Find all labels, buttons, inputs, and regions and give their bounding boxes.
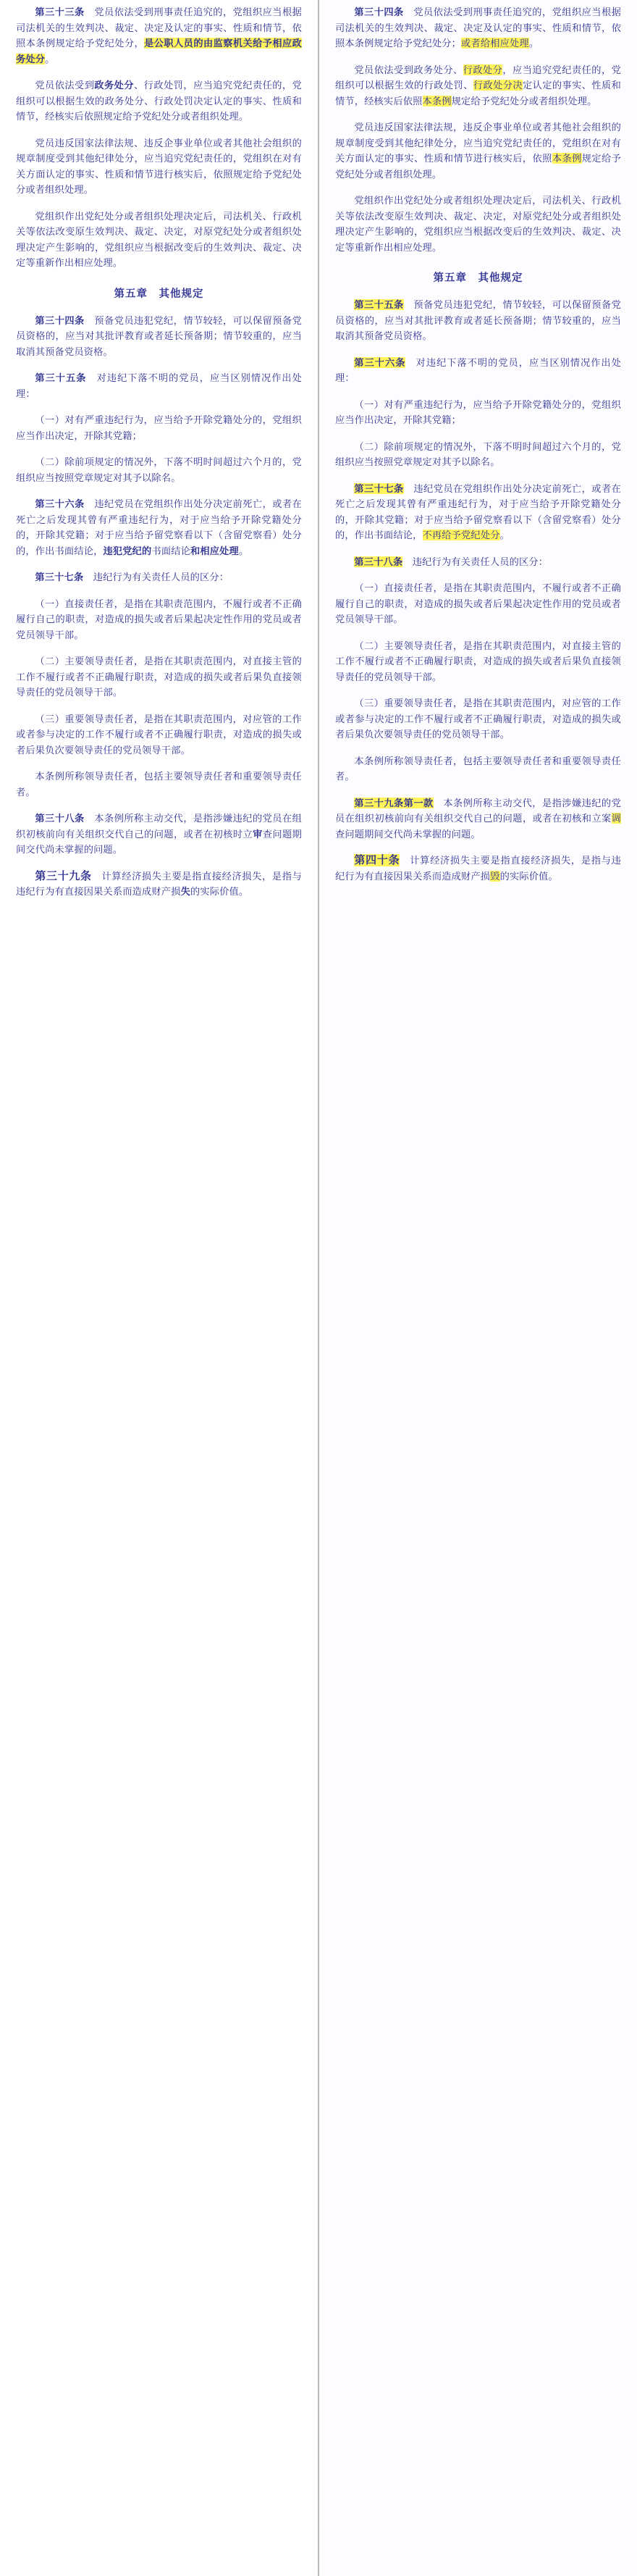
paragraph xyxy=(16,653,302,701)
text-run: （二）除前项规定的情况外，下落不明时间超过六个月的，党组织应当按照党章规定对其予以除名。 xyxy=(16,456,302,483)
text-run: 计算经济损失主要是指直接经济损失，是指与违纪行为有直接因果关系而造成财产损 xyxy=(16,870,302,897)
emphasized-text: 和相应处理 xyxy=(190,545,239,556)
paragraph xyxy=(16,412,302,443)
text-run: 、行政处罚，应当追究党纪责任的，党组织可以根据生效的政务处分、行政处罚决定认定的事实、性质和情节，经核实后依照规定给予党纪处分或者组织处理。 xyxy=(16,80,302,122)
text-run: 本条例所称主动交代，是指涉嫌违纪的党员在组织初核前向有关组织交代自己的问题，或者在初核和立案 xyxy=(335,797,621,824)
paragraph xyxy=(16,313,302,360)
highlighted-text: 是公职人员的由监察机关给予相应政务处分 xyxy=(16,38,302,64)
paragraph xyxy=(335,120,621,182)
emphasized-text: 违犯党纪的 xyxy=(103,545,152,556)
text-run: 党员违反国家法律法规、违反企事业单位或者其他社会组织的规章制度受到其他纪律处分，应当追究党纪责任的，党组织在对有关方面认定的事实、性质和情节进行核实后，依照规定给予党纪处分或者组织处理。 xyxy=(16,137,302,195)
text-run: 规定给予党纪处分或者组织处理。 xyxy=(451,95,597,106)
paragraph xyxy=(16,569,302,585)
text-run: 预备党员违犯党纪，情节较轻，可以保留预备党员资格的，应当对其批评教育或者延长预备期；情节较重的，应当取消其预备党员资格。 xyxy=(16,314,302,357)
text-run: （二）主要领导责任者，是指在其职责范围内，对直接主管的工作不履行或者不正确履行职责，对造成的损失或者后果负直接领导责任的党员领导干部。 xyxy=(335,640,621,682)
chapter-heading: 第五章 其他规定 xyxy=(433,272,523,284)
text-run: 。 xyxy=(238,545,249,556)
text-run: 定认定的事实、性质和情节，经核实后依照 xyxy=(335,80,622,106)
article-number: 第三十四条 xyxy=(354,7,404,17)
article-number: 第三十五条 xyxy=(354,299,404,310)
paragraph xyxy=(335,193,621,255)
highlighted-text: 调 xyxy=(611,813,621,824)
paragraph xyxy=(16,454,302,485)
article-number: 第三十七条 xyxy=(354,482,404,494)
paragraph xyxy=(335,297,621,344)
highlighted-text: 本条例 xyxy=(422,95,452,106)
text-run: 对违纪下落不明的党员，应当区别情况作出处理： xyxy=(16,372,302,399)
text-run: （三）重要领导责任者，是指在其职责范围内，对应管的工作或者参与决定的工作不履行或者不正确履行职责，对造成的损失或者后果负次要领导责任的党员领导干部。 xyxy=(335,698,621,740)
emphasized-text: 失 xyxy=(180,886,190,897)
article-number: 第三十四条 xyxy=(35,314,85,326)
text-run: 查问题期间交代尚未掌握的问题。 xyxy=(335,828,481,840)
chapter-heading: 第五章 其他规定 xyxy=(114,288,204,300)
text-run: 。 xyxy=(499,530,510,540)
text-run: 计算经济损失主要是指直接经济损失，是指与违纪行为有直接因果关系而造成财产损 xyxy=(335,855,621,882)
highlighted-text: 或者给相应处理 xyxy=(461,38,529,49)
text-run: 党员依法受到刑事责任追究的，党组织应当根据司法机关的生效判决、裁定、决定及认定的事实、性质和情节，依照本条例规定给予党纪处分， xyxy=(16,7,302,49)
column-left xyxy=(0,0,318,2576)
text-run: （二）除前项规定的情况外，下落不明时间超过六个月的，党组织应当按照党章规定对其予以除名。 xyxy=(335,440,621,467)
text-run: 。 xyxy=(45,53,55,64)
paragraph xyxy=(335,397,621,428)
emphasized-text: 审 xyxy=(253,828,263,840)
highlighted-text: 不再给予党纪处分 xyxy=(422,530,500,540)
highlighted-text: 行政处分 xyxy=(463,64,503,75)
text-run: 书面结论 xyxy=(151,545,190,556)
text-run: 违纪行为有关责任人员的区分： xyxy=(83,572,229,582)
highlighted-text: 行政处分决 xyxy=(473,80,523,91)
paragraph xyxy=(16,4,302,67)
paragraph xyxy=(16,209,302,271)
text-run: 党组织作出党纪处分或者组织处理决定后，司法机关、行政机关等依法改变原生效判决、裁定、决定，对原党纪处分或者组织处理决定产生影响的，党组织应当根据改变后的生效判决、裁定、决定等重新作出相应处理。 xyxy=(16,210,302,268)
text-run: （一）直接责任者，是指在其职责范围内，不履行或者不正确履行自己的职责，对造成的损失或者后果起决定性作用的党员或者党员领导干部。 xyxy=(335,582,621,624)
article-number: 第三十九条 xyxy=(35,869,92,882)
article-number: 第三十六条 xyxy=(35,498,85,509)
paragraph xyxy=(335,62,621,109)
emphasized-text: 政务处分 xyxy=(94,80,135,91)
paragraph xyxy=(335,638,621,685)
text-run: ，应当追究党纪责任的，党组织可以根据生效的行政处罚、 xyxy=(335,64,621,91)
text-run: 本条例所称主动交代，是指涉嫌违纪的党员在组织初核前向有关组织交代自己的问题，或者在初核时立 xyxy=(16,813,302,840)
paragraph xyxy=(335,554,621,570)
paragraph xyxy=(335,753,621,785)
column-right xyxy=(318,0,637,2576)
text-run: （二）主要领导责任者，是指在其职责范围内，对直接主管的工作不履行或者不正确履行职责，对造成的损失或者后果负直接领导责任的党员领导干部。 xyxy=(16,656,302,698)
highlighted-text: 毁 xyxy=(490,870,500,882)
text-run: 查问题期间交代尚未掌握的问题。 xyxy=(16,828,302,855)
text-run: 违纪党员在党组织作出处分决定前死亡，或者在死亡之后发现其曾有严重违纪行为，对于应当给予开除党籍处分的，开除其党籍；对于应当给予留党察看以下（含留党察看）处分的，作出书面结论， xyxy=(16,498,302,556)
text-run: 党员违反国家法律法规，违反企事业单位或者其他社会组织的规章制度受到其他纪律处分，应当追究党纪责任的，党组织在对有关方面认定的事实、性质和情节进行核实后，依照 xyxy=(335,122,621,164)
text-run: 的实际价值。 xyxy=(190,886,249,897)
text-run: 本条例所称领导责任者，包括主要领导责任者和重要领导责任者。 xyxy=(16,771,302,798)
article-number: 第三十八条 xyxy=(35,813,85,824)
text-run: 党员依法受到 xyxy=(35,80,95,91)
text-run: 规定给予党纪处分或者组织处理。 xyxy=(335,153,621,180)
text-run: 。 xyxy=(528,38,539,49)
text-run: 党员依法受到政务处分、 xyxy=(354,64,463,75)
text-run: 对违纪下落不明的党员，应当区别情况作出处理： xyxy=(335,356,621,383)
paragraph xyxy=(335,853,621,884)
paragraph xyxy=(16,769,302,800)
paragraph xyxy=(335,795,621,842)
article-number: 第四十条 xyxy=(354,854,400,866)
text-run: （一）对有严重违纪行为，应当给予开除党籍处分的，党组织应当作出决定，开除其党籍； xyxy=(335,398,621,425)
article-number: 第三十七条 xyxy=(35,572,84,582)
paragraph xyxy=(335,4,621,51)
text-run: 预备党员违犯党纪，情节较轻，可以保留预备党员资格的，应当对其批评教育或者延长预备期；情节较重的，应当取消其预备党员资格。 xyxy=(335,299,621,341)
paragraph xyxy=(16,869,302,900)
article-number: 第三十九条第一款 xyxy=(354,797,434,808)
text-run: （一）直接责任者，是指在其职责范围内，不履行或者不正确履行自己的职责，对造成的损失或者后果起决定性作用的党员或者党员领导干部。 xyxy=(16,598,302,640)
text-run: 党组织作出党纪处分或者组织处理决定后，司法机关、行政机关等依法改变原生效判决、裁定、决定，对原党纪处分或者组织处理决定产生影响的，党组织应当根据改变后的生效判决、裁定、决定等重新作出相应处理。 xyxy=(335,195,621,253)
text-run: 的实际价值。 xyxy=(499,870,558,882)
text-run: 党员依法受到刑事责任追究的，党组织应当根据司法机关的生效判决、裁定、决定及认定的事实、性质和情节，依照本条例规定给予党纪处分； xyxy=(335,7,621,49)
text-run: 本条例所称领导责任者，包括主要领导责任者和重要领导责任者。 xyxy=(335,755,621,782)
paragraph xyxy=(16,496,302,559)
paragraph xyxy=(335,695,621,743)
paragraph xyxy=(335,355,621,386)
text-run: 违纪行为有关责任人员的区分： xyxy=(402,556,549,567)
article-number: 第三十三条 xyxy=(35,7,85,17)
paragraph xyxy=(16,370,302,401)
paragraph xyxy=(16,711,302,758)
text-run: （一）对有严重违纪行为，应当给予开除党籍处分的，党组织应当作出决定，开除其党籍； xyxy=(16,414,302,441)
text-run: 违纪党员在党组织作出处分决定前死亡，或者在死亡之后发现其曾有严重违纪行为，对于应当给予开除党籍处分的，开除其党籍；对于应当给予留党察看以下（含留党察看）处分的，作出书面结论， xyxy=(335,482,621,540)
article-number: 第三十六条 xyxy=(354,356,406,368)
paragraph xyxy=(16,78,302,125)
paragraph xyxy=(16,811,302,858)
paragraph xyxy=(335,439,621,470)
paragraph xyxy=(335,580,621,627)
paragraph xyxy=(335,481,621,543)
article-number: 第三十五条 xyxy=(35,372,87,383)
article-number: 第三十八条 xyxy=(354,556,403,567)
paragraph xyxy=(16,596,302,643)
paragraph xyxy=(16,135,302,198)
highlighted-text: 本条例 xyxy=(552,153,582,164)
text-run: （三）重要领导责任者，是指在其职责范围内，对应管的工作或者参与决定的工作不履行或者不正确履行职责，对造成的损失或者后果负次要领导责任的党员领导干部。 xyxy=(16,713,302,756)
